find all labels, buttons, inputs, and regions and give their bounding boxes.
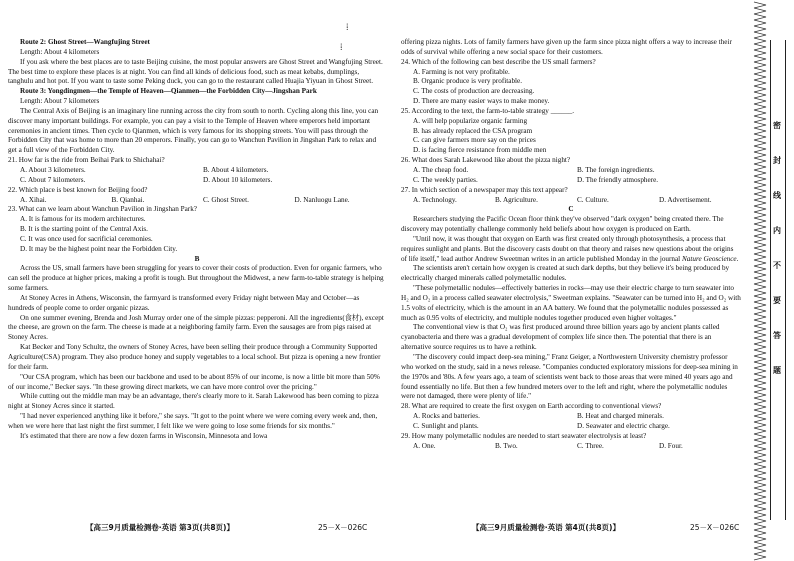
- question-27: 27. In which section of a newspaper may this text appear?: [401, 185, 568, 194]
- option-21c: C. About 7 kilometers.: [20, 175, 86, 184]
- route-3-text: The Central Axis of Beijing is an imaginary line running across the city from south to north. Cycling along this line, you can discover many important buildings. For example, you can pay a visit to the Temple of Heaven where emperors held important ceremonies in ancient times. Then cycle to Qianmen, which is very famous for its shopping streets. You will pass through the Forbidden City that was home to more than 20 emperors. Finally, you can go to Wanchun Pavilion in Jingshan Park to relax and get a full view of the Forbidden City.: [8, 106, 379, 155]
- option-22a: A. Xihai.: [20, 195, 47, 204]
- journal-name: Nature Geoscience: [681, 254, 737, 263]
- option-28b: B. Heat and charged minerals.: [577, 412, 664, 421]
- passage-c-para-1: Researchers studying the Pacific Ocean floor think they've observed "dark oxygen" being created there. The discovery may potentially challenge commonly held beliefs about how oxygen is produced on Earth.: [401, 215, 724, 234]
- question-28-options-2: [401, 422, 741, 432]
- option-24d: D. There are many easier ways to make money.: [413, 97, 550, 106]
- seal-line-box: [770, 40, 786, 520]
- question-21-options-2: [8, 176, 386, 186]
- question-29: 29. How many polymetallic nodules are needed to start seawater electrolysis at least?: [401, 431, 647, 440]
- option-26b: B. The foreign ingredients.: [577, 165, 655, 174]
- footer-page-3-code: 25－X－026C: [318, 523, 368, 532]
- option-22c: C. Ghost Street.: [203, 195, 249, 204]
- question-22: 22. Which place is best known for Beijing food?: [8, 185, 148, 194]
- passage-c-para-6: "The discovery could impact deep-sea mining," Franz Geiger, a Northwestern University chemistry professor who worked on the study, said in a news release. "Companies conducted exploratory missions for deep-sea mining in the 1970s and '80s. A few years ago, a team of scientists went back to those areas that were mined 40 years ago and found essentially no life. But then a few hundred meters over to the left and right, where the polymetallic nodules were not damaged, there were plenty of life.": [401, 353, 738, 401]
- section-c-heading: C: [568, 205, 574, 214]
- passage-b-para-7: "I had never experienced anything like it before," she says. "It got to the point where we were coming every week and, then, when we were here that last night the first summer, I felt like we were going to lose some friends for six months.": [8, 412, 378, 430]
- passage-b-para-5: "Our CSA program, which has been our backbone and used to be about 85% of our income, is now a little bit more than 50% of our income," Becker says. "In these growing direct markets, we can have more control over the pricing.": [8, 372, 380, 391]
- passage-b-para-3: On one summer evening, Brenda and Josh Murray order one of the simple pizzas: pepperoni. All the ingredients(食材), except the cheese, are grown on the farm. The cheese is made at a neighboring family farm. Even the sausages are from pigs raised at Stoney Acres.: [8, 313, 384, 342]
- question-28: 28. What are required to create the first oxygen on Earth according to conventional views?: [401, 402, 662, 411]
- route-2-heading: Route 2: Ghost Street—Wangfujing Street: [20, 38, 150, 46]
- question-28-options: [401, 412, 741, 422]
- seal-char: 线: [773, 191, 781, 200]
- option-25c: C. can give farmers more say on the prices: [413, 136, 536, 145]
- question-26-options-2: [401, 176, 741, 186]
- question-27-options: [401, 196, 741, 206]
- passage-b-continued: offering pizza nights. Lots of family farmers have given up the farm since pizza night offers a way to increase their odds of survival while offering a new social space for their customers.: [401, 38, 732, 56]
- footer-page-4-label: 【高三9月质量检测卷·英语 第4页(共8页)】: [472, 523, 620, 532]
- option-23d: D. It may be the highest point near the Forbidden City.: [20, 244, 178, 253]
- seal-char: 要: [773, 296, 781, 305]
- passage-c-para-2-end: .: [736, 254, 739, 263]
- question-21: 21. How far is the ride from Beihai Park to Shichahai?: [8, 156, 165, 165]
- option-26d: D. The friendly atmosphere.: [577, 175, 659, 184]
- footer-page-4-code: 25－X－026C: [690, 523, 740, 532]
- seal-char: 题: [773, 366, 781, 375]
- option-29c: C. Three.: [577, 441, 604, 450]
- route-3-heading: Route 3: Yongdingmen—the Temple of Heaven—Qianmen—the Forbidden City—Jingshan Park: [20, 87, 317, 96]
- section-b-heading: B: [194, 254, 200, 263]
- question-23: 23. What can we learn about Wanchun Pavilion in Jingshan Park?: [8, 205, 197, 214]
- route-2-text: If you ask where the best places are to taste Beijing cuisine, the most popular answers are Ghost Street and Wangfujing Street. The best time to explore these places is at night. You can find all kinds of delicious food, such as meat kebabs, dumplings, tanghulu and hot pot. If you want to taste some Peking duck, you can go to the restaurant called Huajia Yiyuan in Ghost Street.: [8, 57, 383, 86]
- option-22b: B. Qianhai.: [111, 195, 145, 204]
- seal-char: 答: [773, 331, 781, 340]
- question-25: 25. According to the text, the farm-to-table strategy ______.: [401, 106, 575, 115]
- option-28c: C. Sunlight and plants.: [413, 421, 479, 430]
- question-22-options: [8, 196, 386, 206]
- seal-char: 内: [773, 226, 781, 235]
- option-23b: B. It is the starting point of the Central Axis.: [20, 225, 148, 234]
- option-21a: A. About 3 kilometers.: [20, 165, 86, 174]
- page-4-column: [401, 38, 741, 451]
- passage-b-para-4: Kat Becker and Tony Schultz, the owners of Stoney Acres, have been selling their produce through a Community Supported Agriculture(CSA) program. They also produce honey and supply vegetables to a local school. But pizza is opening a new frontier for their farm.: [8, 343, 381, 371]
- passage-b-para-6: While cutting out the middle man may be an advantage, there's clearly more to it. Sarah Lakewood has been coming to pizza night at Stoney Acres since it started.: [8, 392, 379, 411]
- option-21d: D. About 10 kilometers.: [203, 175, 273, 184]
- option-24a: A. Farming is not very profitable.: [413, 67, 510, 76]
- question-29-options: [401, 442, 741, 452]
- option-27c: C. Culture.: [577, 195, 609, 204]
- option-24c: C. The costs of production are decreasing.: [413, 87, 535, 96]
- option-29d: D. Four.: [659, 441, 683, 450]
- option-23a: A. It is famous for its modern architectures.: [20, 215, 146, 224]
- footer-page-3-label: 【高三9月质量检测卷·英语 第3页(共8页)】: [86, 523, 234, 532]
- passage-c-para-4: "These polymetallic nodules—effectively batteries in rocks—may use their electric charge to turn seawater into H₂ and O₂ in a process called seawater electrolysis," Sweetman explains. "Seawater can be turned into H₂ and O₂ with 1.5 volts of electricity, which is the amount in an AA battery. We found that the polymetallic nodules possessed as much as 0.95 volts of electricity, and multiple nodules together produced even higher voltages.": [401, 284, 741, 322]
- question-26-options: [401, 166, 741, 176]
- option-28d: D. Seawater and electric charge.: [577, 421, 670, 430]
- option-28a: A. Rocks and batteries.: [413, 412, 480, 421]
- passage-c-para-3: The scientists aren't certain how oxygen is created at such dark depths, but they believe it's being produced by electrically charged minerals called polymetallic nodules.: [401, 264, 730, 283]
- question-26: 26. What does Sarah Lakewood like about the pizza night?: [401, 156, 571, 165]
- question-21-options: [8, 166, 386, 176]
- option-27a: A. Technology.: [413, 195, 457, 204]
- option-25a: A. will help popularize organic farming: [413, 116, 528, 125]
- passage-b-para-2: At Stoney Acres in Athens, Wisconsin, the farmyard is transformed every Friday night between May and October—as hundreds of people come to order organic pizzas.: [8, 293, 360, 312]
- passage-b-para-8: It's estimated that there are now a few dozen farms in Wisconsin, Minnesota and Iowa: [20, 431, 268, 440]
- option-27b: B. Agriculture.: [495, 195, 538, 204]
- seal-char: 封: [773, 156, 781, 165]
- option-25d: D. is facing fierce resistance from middle men: [413, 146, 547, 155]
- passage-c-para-2-text: "Until now, it was thought that oxygen on Earth was first created only through photosynthesis, a process that requires sunlight and plants. But the discovery casts doubt on that theory and raises new questions about the origins of life itself," lead author Andrew Sweetman writes in an article published Monday in the journal: [401, 234, 734, 263]
- option-23c: C. It was once used for sacrificial ceremonies.: [20, 234, 153, 243]
- passage-b-para-1: Across the US, small farmers have been struggling for years to cover their costs of production. Even for organic farmers, who can sell the produce at higher prices, making a profit is tough. But throughout the Midwest, a new farm-to-table strategy is helping some farmers.: [8, 264, 384, 293]
- question-24: 24. Which of the following can best describe the US small farmers?: [401, 57, 596, 66]
- option-29b: B. Two.: [495, 441, 518, 450]
- scan-mark-lower: ⁞: [340, 42, 343, 52]
- option-26c: C. The weekly parties.: [413, 175, 478, 184]
- passage-c-para-2: [401, 235, 741, 265]
- option-24b: B. Organic produce is very profitable.: [413, 77, 523, 86]
- zigzag-path: [754, 2, 766, 560]
- binding-zigzag: [754, 2, 766, 560]
- seal-char: 不: [773, 261, 781, 270]
- seal-char: 密: [773, 121, 781, 130]
- option-27d: D. Advertisement.: [659, 195, 712, 204]
- scan-mark-top: ⁞: [346, 22, 349, 32]
- option-26a: A. The cheap food.: [413, 165, 469, 174]
- option-21b: B. About 4 kilometers.: [203, 165, 269, 174]
- option-25b: B. has already replaced the CSA program: [413, 126, 533, 135]
- passage-c-para-5: The conventional view is that O₂ was first produced around three billion years ago by ancient plants called cyanobacteria and there was a gradual development of complex life since then. The potential that there is an alternative source requires us to have a rethink.: [401, 323, 720, 352]
- route-3-length: Length: About 7 kilometers: [20, 97, 100, 106]
- page-3-column: [8, 38, 386, 442]
- option-29a: A. One.: [413, 441, 436, 450]
- route-2-length: Length: About 4 kilometers: [20, 47, 100, 56]
- option-22d: D. Nanluogu Lane.: [294, 195, 350, 204]
